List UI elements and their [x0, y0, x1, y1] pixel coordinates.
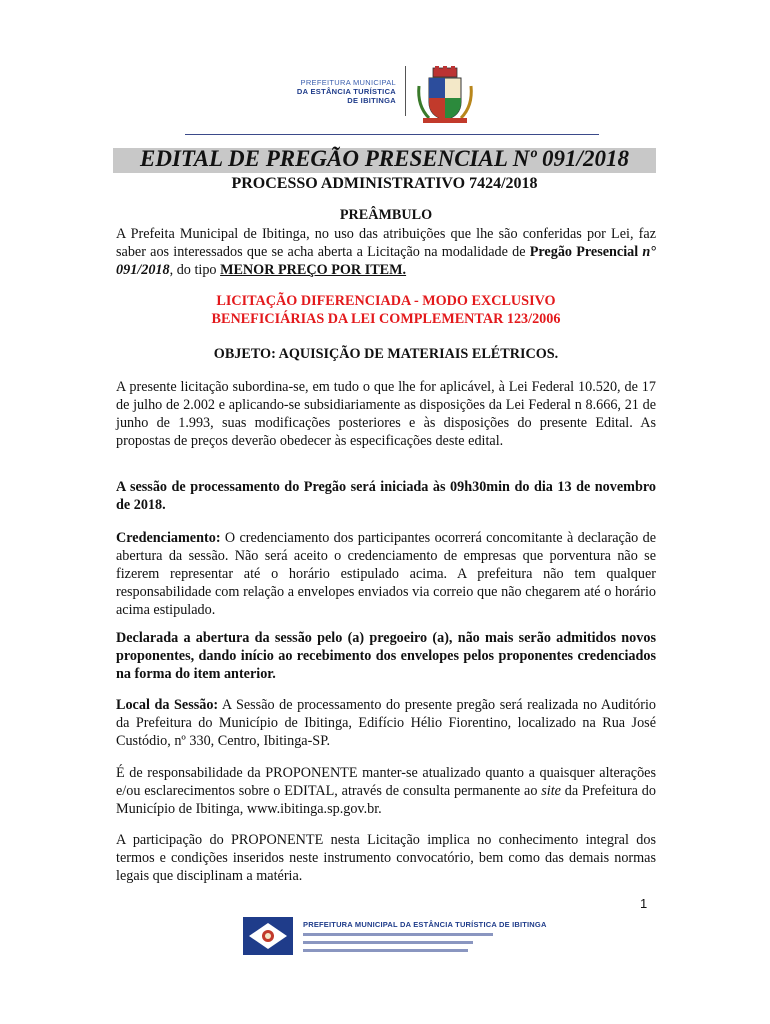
responsibility-text-1: É de responsabilidade da PROPONENTE manter-se atualizado quanto a quaisquer alterações e/ou esclarecimentos sobre o EDITAL, através de consulta permanente ao: [116, 765, 656, 799]
logo-line-1: PREFEITURA MUNICIPAL: [300, 78, 396, 87]
law-paragraph: A presente licitação subordina-se, em tudo o que lhe for aplicável, à Lei Federal 10.520, de 17 de julho de 2.002 e aplicando-se subsidiariamente as disposições da Lei Federal n 8.666, 21 de junho de 1.993, suas modificações posteriores e às disposições do presente Edital. As propostas de preços deverão obedecer às especificações deste edital.: [116, 379, 656, 449]
logo-line-3: DE IBITINGA: [347, 96, 396, 105]
footer-small-print-graphic: [303, 931, 503, 957]
preamble-underline: MENOR PREÇO POR ITEM.: [220, 262, 407, 278]
credenciamento-label: Credenciamento:: [116, 530, 221, 546]
header-logo-text: [278, 78, 396, 105]
logo-line-2: DA ESTÂNCIA TURÍSTICA: [296, 87, 396, 96]
local-text: A Sessão de processamento do presente pregão será realizada no Auditório da Prefeitura do Município de Ibitinga, Edifício Hélio Fiorentino, localizado na Rua José Custódio, nº 330, Centro, Ibitinga-SP.: [116, 697, 657, 749]
header-rule: [185, 134, 599, 135]
process-number: PROCESSO ADMINISTRATIVO 7424/2018: [231, 175, 538, 192]
session-paragraph: A sessão de processamento do Pregão será iniciada às 09h30min do dia 13 de novembro de 2018.: [116, 479, 656, 513]
participation-paragraph: A participação do PROPONENTE nesta Licitação implica no conhecimento integral dos termos e condições inseridos neste instrumento convocatório, bem como das demais normas legais que disciplinam a matéria.: [116, 832, 656, 884]
coat-of-arms-icon: [415, 66, 475, 124]
preamble-italic: n° 091/2018: [116, 244, 656, 278]
preamble-text-1: A Prefeita Municipal de Ibitinga, no uso das atribuições que lhe são conferidas por Lei, faz saber aos interessados que se acha aberta a Licitação na modalidade de: [116, 226, 656, 260]
local-paragraph: [116, 696, 656, 750]
object-heading: OBJETO: AQUISIÇÃO DE MATERIAIS ELÉTRICOS.: [213, 346, 559, 362]
red-heading-2: BENEFICIÁRIAS DA LEI COMPLEMENTAR 123/2006: [211, 311, 561, 327]
preamble-text-2: , do tipo: [169, 262, 221, 278]
credenciamento-paragraph: [116, 529, 656, 619]
red-heading-1: LICITAÇÃO DIFERENCIADA - MODO EXCLUSIVO: [216, 293, 556, 309]
preamble-paragraph: [116, 225, 656, 279]
preamble-bold: Pregão Presencial: [529, 244, 639, 260]
responsibility-text-2: da Prefeitura do Município de Ibitinga, www.ibitinga.sp.gov.br.: [116, 783, 656, 817]
footer-title: PREFEITURA MUNICIPAL DA ESTÂNCIA TURÍSTICA DE IBITINGA: [303, 920, 547, 929]
document-title: EDITAL DE PREGÃO PRESENCIAL Nº 091/2018: [140, 146, 629, 171]
responsibility-paragraph: [116, 764, 656, 818]
preamble-heading: PREÂMBULO: [339, 207, 433, 223]
local-label: Local da Sessão:: [116, 697, 219, 713]
header-divider: [405, 66, 406, 116]
municipal-flag-icon: [243, 917, 293, 955]
responsibility-italic: site: [541, 783, 561, 799]
declared-paragraph: Declarada a abertura da sessão pelo (a) pregoeiro (a), não mais serão admitidos novos proponentes, dando início ao recebimento dos envelopes pelos proponentes credenciados na forma do item anterior.: [116, 630, 656, 682]
page-number: 1: [640, 896, 648, 911]
credenciamento-text: O credenciamento dos participantes ocorrerá concomitante à declaração de abertura da sessão. Não será aceito o credenciamento de empresas que porventura não se fizerem representar até o horário estipulado acima. A prefeitura não tem qualquer responsabilidade com relação a envelopes enviados via correio que não chegarem até o horário acima estipulado.: [116, 530, 656, 618]
